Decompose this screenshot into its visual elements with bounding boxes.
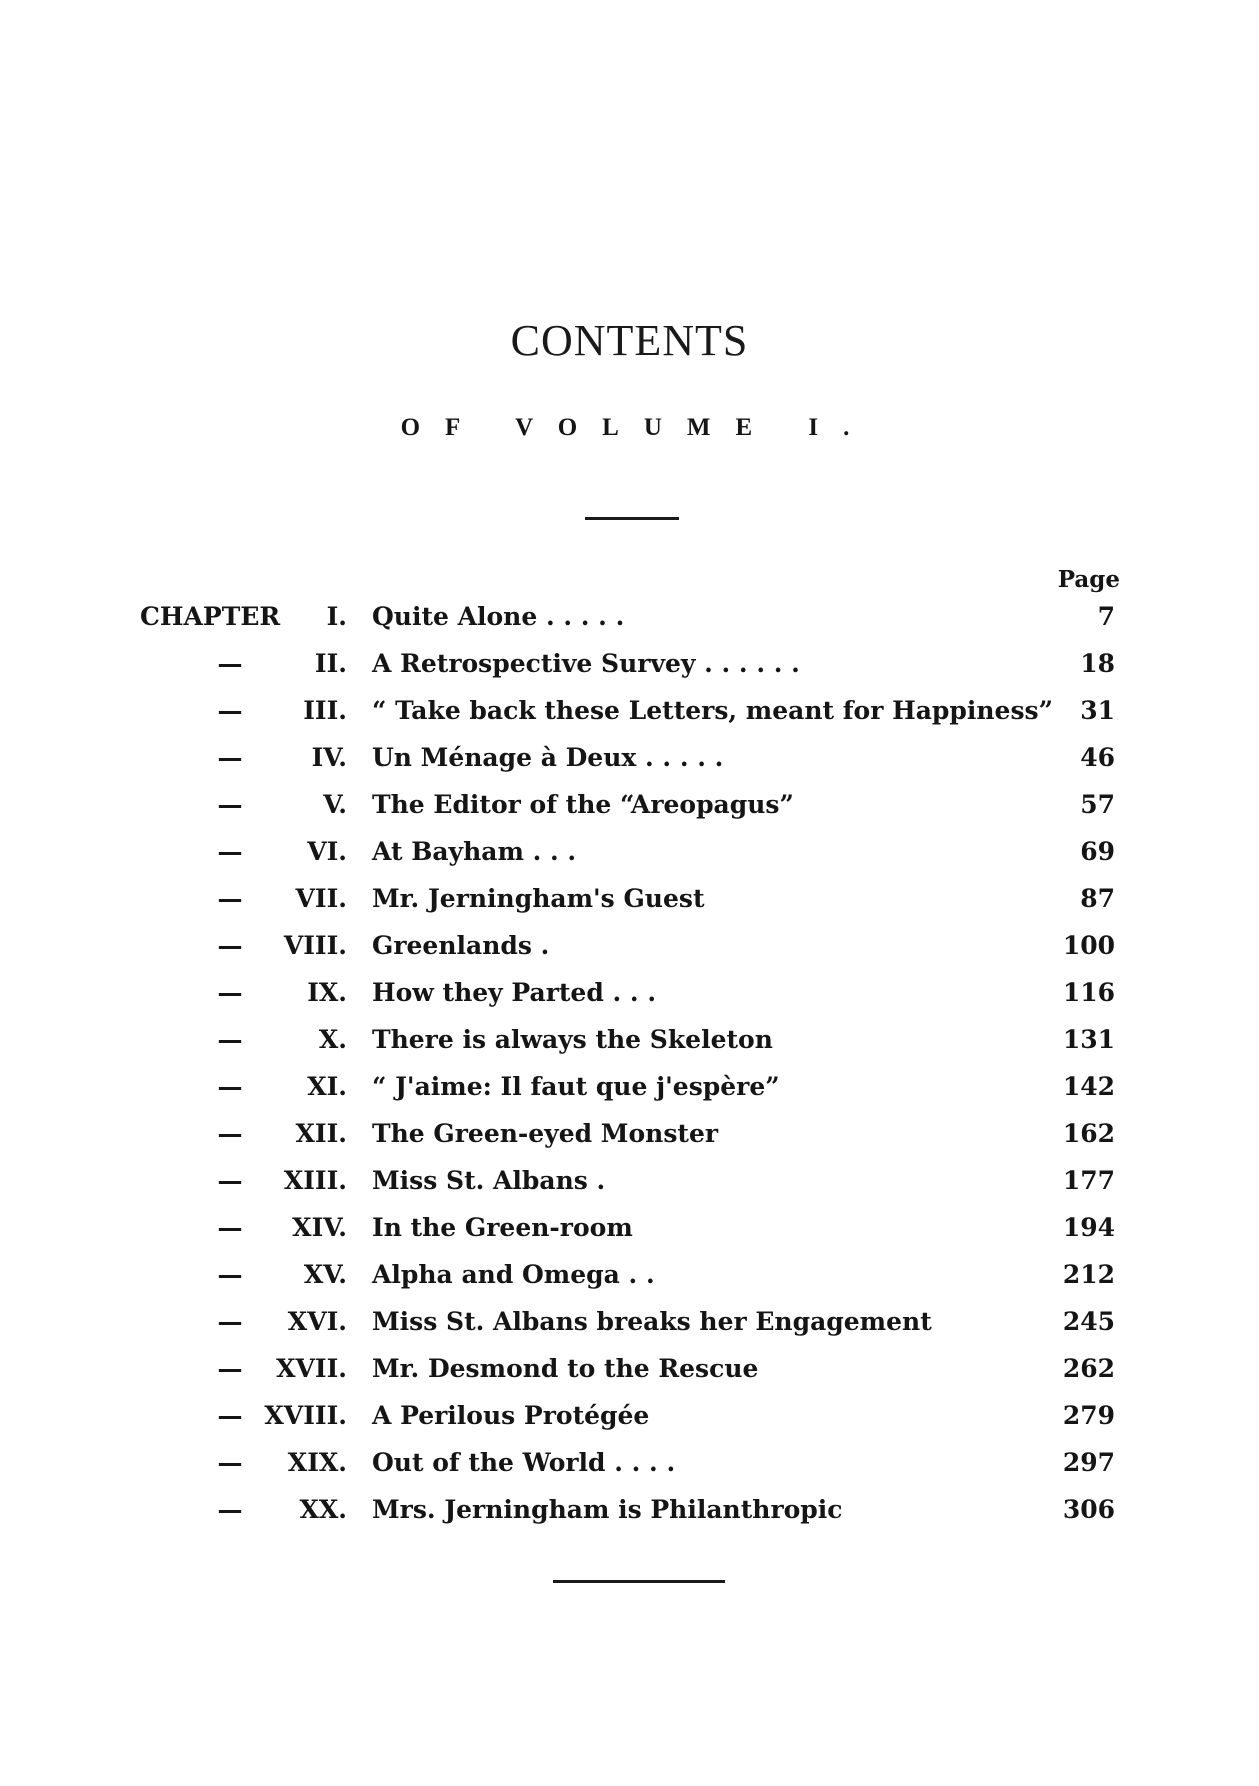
chapter-prefix: — [217, 1495, 243, 1524]
chapter-prefix: — [217, 931, 243, 960]
chapter-number: I. [326, 602, 347, 631]
toc-entry [0, 1013, 1259, 1060]
toc-entry [0, 1483, 1259, 1530]
chapter-title: Miss St. Albans . [372, 1166, 606, 1195]
chapter-page: 18 [1080, 649, 1115, 678]
chapter-title: A Perilous Protégée [372, 1401, 650, 1430]
top-divider [585, 517, 679, 520]
contents-title: CONTENTS [510, 316, 749, 365]
toc-entry [0, 778, 1259, 825]
chapter-number: XIII. [283, 1166, 347, 1195]
chapter-title: How they Parted . . . [372, 978, 657, 1007]
toc-entry [0, 1342, 1259, 1389]
toc-entry [0, 825, 1259, 872]
chapter-number: XIV. [292, 1213, 347, 1242]
chapter-page: 297 [1062, 1448, 1115, 1477]
chapter-title: Greenlands . [372, 931, 550, 960]
chapter-page: 245 [1062, 1307, 1115, 1336]
chapter-prefix: CHAPTER [140, 602, 281, 631]
chapter-title: Out of the World . . . . [372, 1448, 676, 1477]
chapter-title: “ J'aime: Il faut que j'espère” [372, 1072, 780, 1101]
chapter-page: 57 [1080, 790, 1115, 819]
chapter-number: XVI. [287, 1307, 347, 1336]
chapter-title: Quite Alone . . . . . [372, 602, 625, 631]
chapter-title: The Green-eyed Monster [372, 1119, 719, 1148]
chapter-prefix: — [217, 1401, 243, 1430]
chapter-number: II. [314, 649, 347, 678]
chapter-title: Un Ménage à Deux . . . . . [372, 743, 724, 772]
toc-entry [0, 590, 1259, 637]
chapter-prefix: — [217, 1307, 243, 1336]
toc-entry [0, 872, 1259, 919]
chapter-number: XI. [307, 1072, 347, 1101]
bottom-divider [553, 1580, 725, 1583]
toc-entry [0, 637, 1259, 684]
chapter-prefix: — [217, 1119, 243, 1148]
chapter-title: A Retrospective Survey . . . . . . [372, 649, 800, 678]
chapter-page: 262 [1062, 1354, 1115, 1383]
chapter-page: 194 [1062, 1213, 1115, 1242]
chapter-prefix: — [217, 790, 243, 819]
table-of-contents [0, 590, 1259, 1530]
chapter-prefix: — [217, 884, 243, 913]
chapter-page: 69 [1080, 837, 1115, 866]
chapter-number: XIX. [287, 1448, 347, 1477]
toc-entry [0, 1295, 1259, 1342]
chapter-number: VI. [307, 837, 347, 866]
chapter-page: 212 [1062, 1260, 1115, 1289]
toc-entry [0, 919, 1259, 966]
chapter-page: 87 [1080, 884, 1115, 913]
chapter-number: XX. [299, 1495, 347, 1524]
page-column-header: Page [1057, 566, 1120, 593]
toc-entry [0, 1154, 1259, 1201]
chapter-page: 131 [1062, 1025, 1115, 1054]
toc-entry [0, 731, 1259, 778]
chapter-title: There is always the Skeleton [372, 1025, 773, 1054]
chapter-number: VII. [295, 884, 347, 913]
chapter-title: Alpha and Omega . . [372, 1260, 655, 1289]
chapter-number: IX. [307, 978, 347, 1007]
chapter-prefix: — [217, 1072, 243, 1101]
toc-entry [0, 966, 1259, 1013]
chapter-prefix: — [217, 649, 243, 678]
chapter-prefix: — [217, 1448, 243, 1477]
volume-subtitle: OF VOLUME I. [400, 414, 875, 441]
toc-entry [0, 1060, 1259, 1107]
chapter-prefix: — [217, 837, 243, 866]
chapter-number: VIII. [283, 931, 347, 960]
chapter-prefix: — [217, 696, 243, 725]
chapter-page: 46 [1080, 743, 1115, 772]
chapter-title: At Bayham . . . [372, 837, 577, 866]
chapter-page: 279 [1062, 1401, 1115, 1430]
chapter-page: 177 [1062, 1166, 1115, 1195]
toc-entry [0, 1248, 1259, 1295]
chapter-number: X. [318, 1025, 347, 1054]
chapter-page: 116 [1062, 978, 1115, 1007]
chapter-page: 7 [1097, 602, 1115, 631]
chapter-number: XVII. [276, 1354, 347, 1383]
chapter-title: “ Take back these Letters, meant for Happiness” [372, 696, 1053, 725]
chapter-number: XV. [303, 1260, 347, 1289]
chapter-number: XII. [295, 1119, 347, 1148]
chapter-prefix: — [217, 1025, 243, 1054]
chapter-page: 31 [1080, 696, 1115, 725]
chapter-title: Miss St. Albans breaks her Engagement [372, 1307, 932, 1336]
chapter-title: In the Green-room [372, 1213, 633, 1242]
chapter-number: XVIII. [264, 1401, 347, 1430]
chapter-title: The Editor of the “Areopagus” [372, 790, 794, 819]
chapter-number: IV. [311, 743, 347, 772]
chapter-number: V. [323, 790, 347, 819]
chapter-prefix: — [217, 1166, 243, 1195]
toc-entry [0, 684, 1259, 731]
chapter-prefix: — [217, 1213, 243, 1242]
toc-entry [0, 1436, 1259, 1483]
chapter-title: Mr. Jerningham's Guest [372, 884, 705, 913]
chapter-number: III. [303, 696, 347, 725]
toc-entry [0, 1389, 1259, 1436]
chapter-page: 142 [1062, 1072, 1115, 1101]
chapter-prefix: — [217, 1260, 243, 1289]
toc-entry [0, 1107, 1259, 1154]
chapter-prefix: — [217, 978, 243, 1007]
chapter-prefix: — [217, 1354, 243, 1383]
toc-entry [0, 1201, 1259, 1248]
chapter-page: 162 [1062, 1119, 1115, 1148]
chapter-page: 306 [1062, 1495, 1115, 1524]
chapter-prefix: — [217, 743, 243, 772]
chapter-page: 100 [1062, 931, 1115, 960]
chapter-title: Mr. Desmond to the Rescue [372, 1354, 759, 1383]
chapter-title: Mrs. Jerningham is Philanthropic [372, 1495, 843, 1524]
